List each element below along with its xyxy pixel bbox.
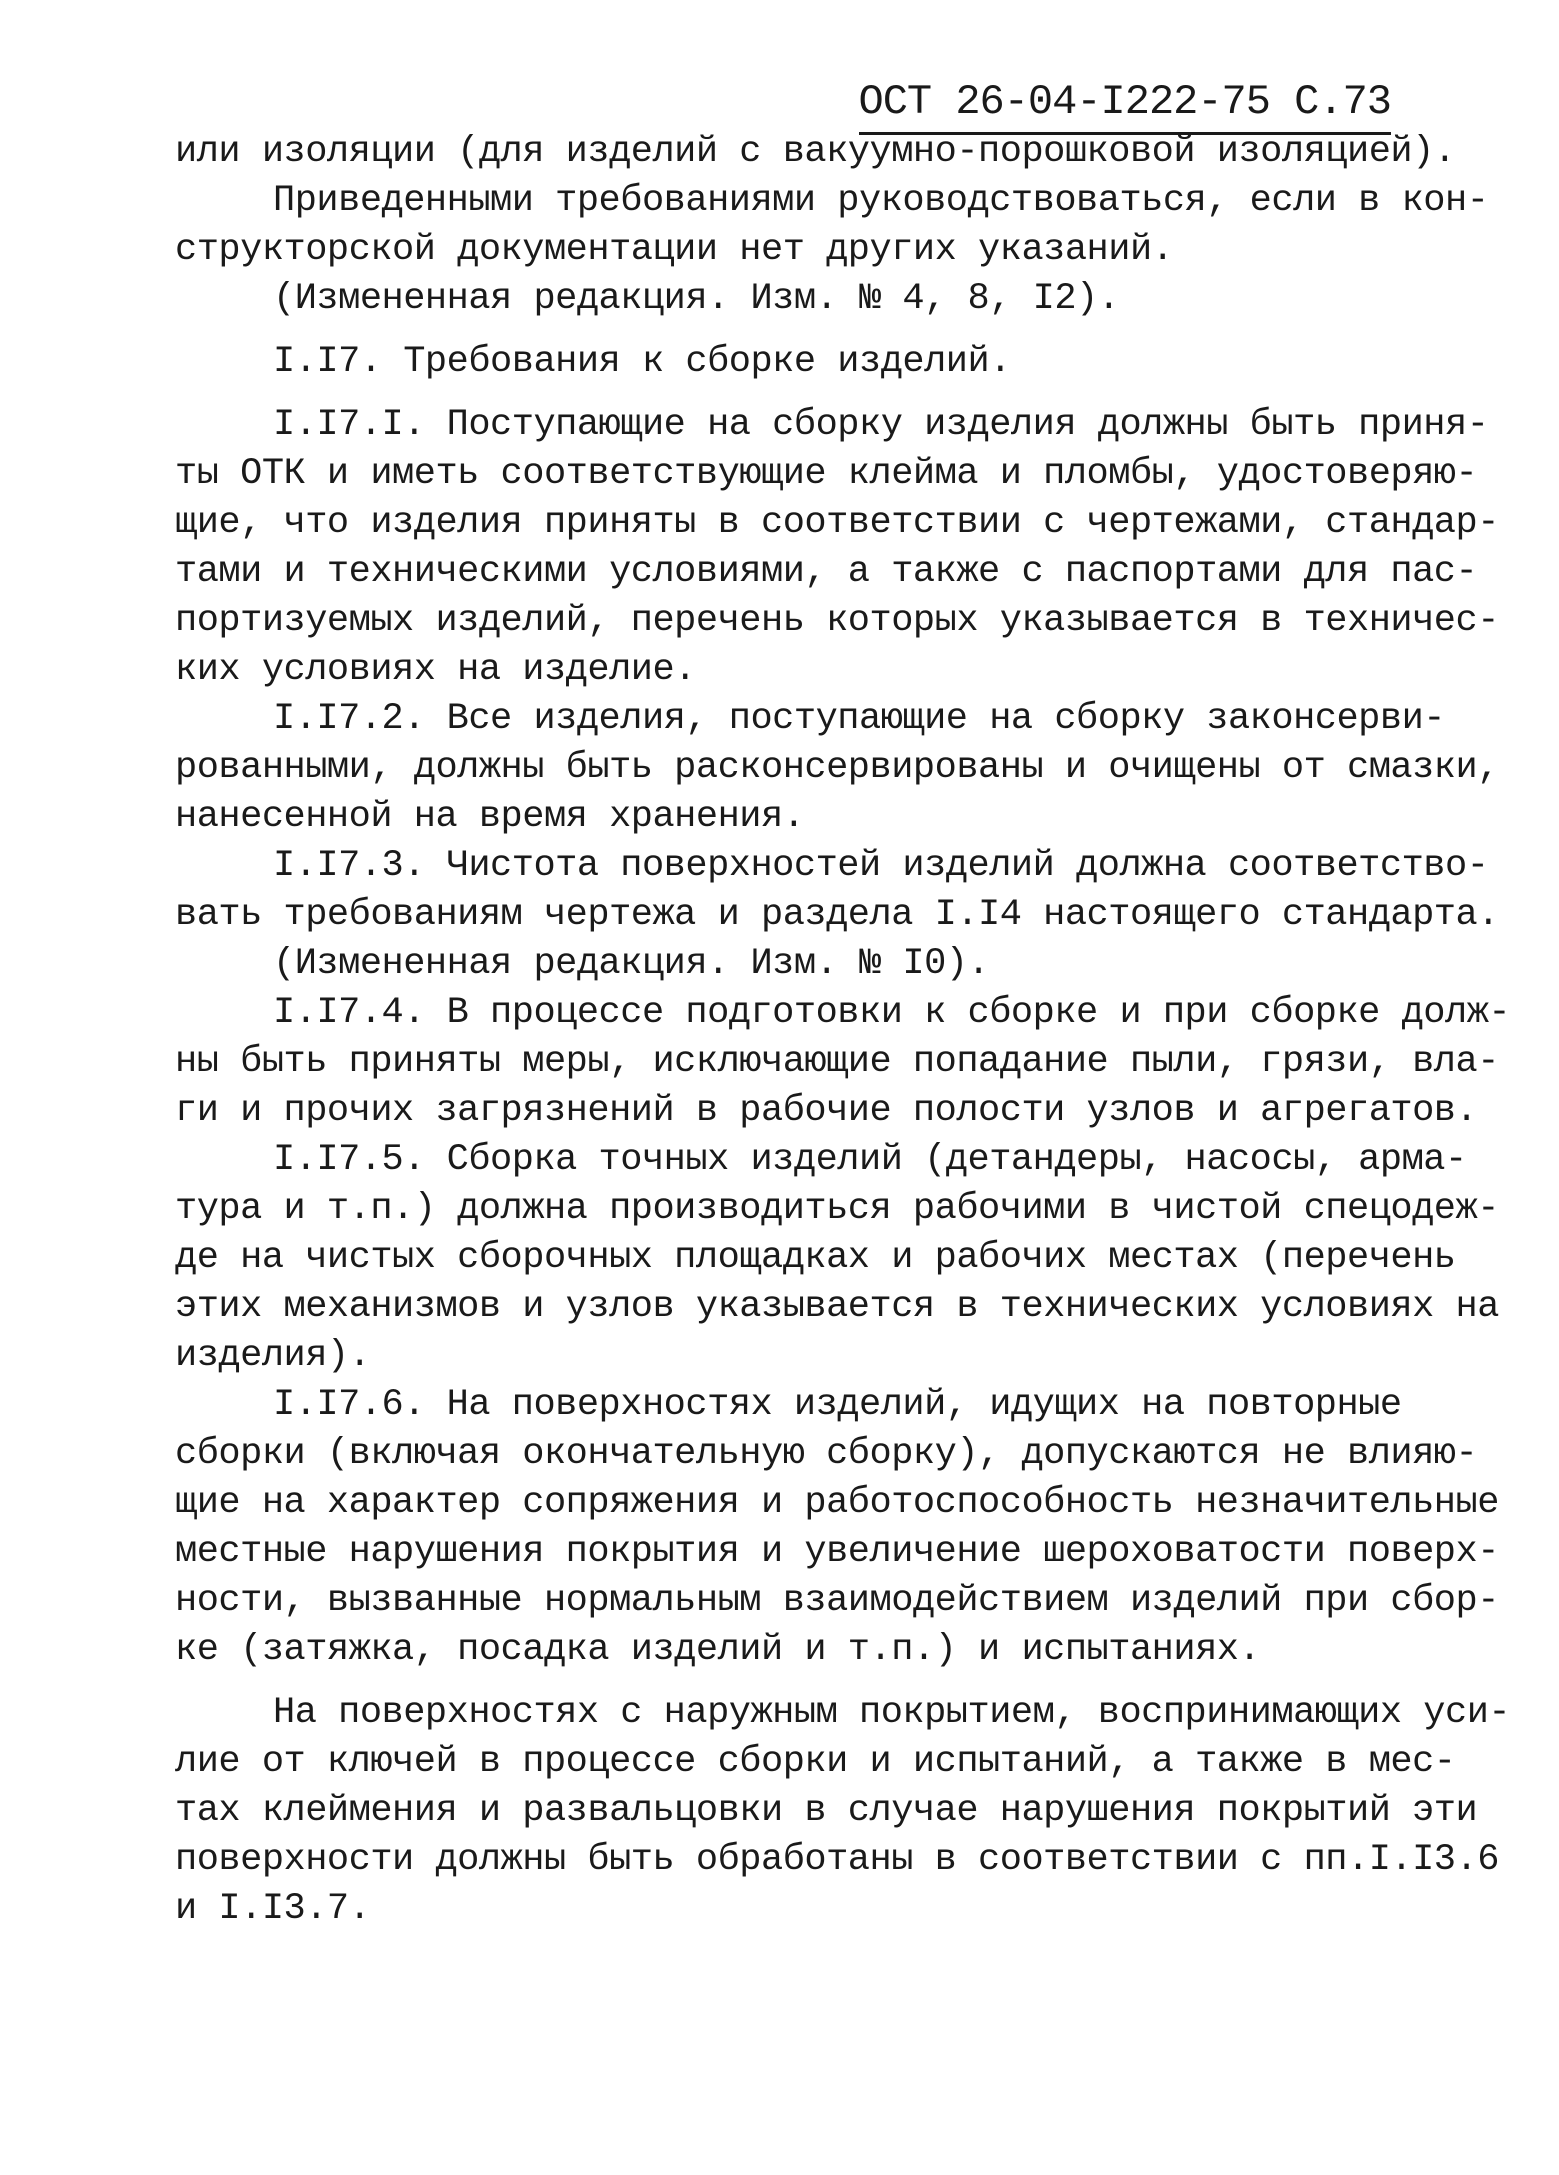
text-line: I.I7.2. Все изделия, поступающие на сборку законсерви- xyxy=(273,698,1445,740)
text-line: рованными, должны быть расконсервированы и очищены от смазки, xyxy=(175,747,1499,789)
text-line: сборки (включая окончательную сборку), допускаются не влияю- xyxy=(175,1433,1478,1475)
text-line: На поверхностях с наружным покрытием, воспринимающих уси- xyxy=(273,1692,1511,1734)
text-line: (Измененная редакция. Изм. № 4, 8, I2). xyxy=(273,278,1120,320)
text-line: портизуемых изделий, перечень которых указывается в техничес- xyxy=(175,600,1499,642)
text-line: этих механизмов и узлов указывается в технических условиях на xyxy=(175,1286,1499,1328)
paragraph-gap xyxy=(175,387,1415,401)
text-line: де на чистых сборочных площадках и рабочих местах (перечень xyxy=(175,1237,1456,1279)
paragraph-gap xyxy=(175,324,1415,338)
text-line: и I.I3.7. xyxy=(175,1888,371,1930)
text-line: I.I7.5. Сборка точных изделий (детандеры, насосы, арма- xyxy=(273,1139,1467,1181)
text-line: изделия). xyxy=(175,1335,371,1377)
text-line: тура и т.п.) должна производиться рабочими в чистой спецодеж- xyxy=(175,1188,1499,1230)
text-line: нанесенной на время хранения. xyxy=(175,796,805,838)
text-line: или изоляции (для изделий с вакуумно-порошковой изоляцией). xyxy=(175,131,1456,173)
text-line: ке (затяжка, посадка изделий и т.п.) и испытаниях. xyxy=(175,1629,1261,1671)
text-line: I.I7.I. Поступающие на сборку изделия должны быть приня- xyxy=(273,404,1489,446)
document-reference: ОСТ 26-04-I222-75 С.73 xyxy=(859,78,1392,135)
text-line: (Измененная редакция. Изм. № I0). xyxy=(273,943,990,985)
text-line: ги и прочих загрязнений в рабочие полости узлов и агрегатов. xyxy=(175,1090,1478,1132)
text-line: тами и техническими условиями, а также с паспортами для пас- xyxy=(175,551,1478,593)
text-line: тах клеймения и развальцовки в случае нарушения покрытий эти xyxy=(175,1790,1478,1832)
text-line: поверхности должны быть обработаны в соответствии с пп.I.I3.6 xyxy=(175,1839,1499,1881)
text-line: ности, вызванные нормальным взаимодействием изделий при сбор- xyxy=(175,1580,1499,1622)
text-line: щие на характер сопряжения и работоспособность незначительные xyxy=(175,1482,1499,1524)
text-line: лие от ключей в процессе сборки и испытаний, а также в мес- xyxy=(175,1741,1456,1783)
document-body xyxy=(175,128,1511,1934)
text-line: структорской документации нет других указаний. xyxy=(175,229,1174,271)
text-line: I.I7.6. На поверхностях изделий, идущих на повторные xyxy=(273,1384,1402,1426)
text-line: ны быть приняты меры, исключающие попадание пыли, грязи, вла- xyxy=(175,1041,1499,1083)
text-line: ких условиях на изделие. xyxy=(175,649,696,691)
text-line: I.I7. Требования к сборке изделий. xyxy=(273,341,1011,383)
text-line: местные нарушения покрытия и увеличение шероховатости поверх- xyxy=(175,1531,1499,1573)
text-line: ты ОТК и иметь соответствующие клейма и пломбы, удостоверяю- xyxy=(175,453,1478,495)
text-line: щие, что изделия приняты в соответствии с чертежами, стандар- xyxy=(175,502,1499,544)
text-line: Приведенными требованиями руководствоваться, если в кон- xyxy=(273,180,1489,222)
text-line: I.I7.3. Чистота поверхностей изделий должна соответство- xyxy=(273,845,1489,887)
text-line: I.I7.4. В процессе подготовки к сборке и при сборке долж- xyxy=(273,992,1511,1034)
text-line: вать требованиям чертежа и раздела I.I4 настоящего стандарта. xyxy=(175,894,1499,936)
paragraph-gap xyxy=(175,1675,1415,1689)
